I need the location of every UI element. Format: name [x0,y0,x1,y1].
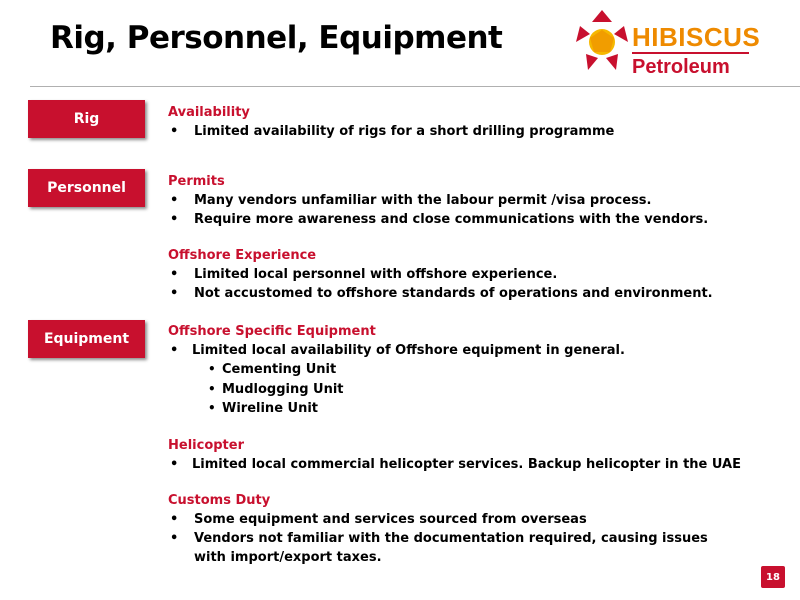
hibiscus-flower-icon [572,8,632,80]
list-item: • Some equipment and services sourced from overseas [170,511,587,527]
customs-duty-heading: Customs Duty [168,492,271,508]
personnel-tag: Personnel [28,169,145,207]
title-divider [30,86,800,87]
list-item: • Limited availability of rigs for a short drilling programme [170,124,615,139]
logo-word-hibiscus: HIBISCUS [632,22,761,52]
offshore-equipment-heading: Offshore Specific Equipment [168,324,376,339]
list-item: • Many vendors unfamiliar with the labour permit /visa process. [170,193,652,208]
list-item: • Limited local personnel with offshore experience. [170,267,558,282]
list-item: • Limited local commercial helicopter services. Backup helicopter in the UAE [170,456,742,472]
equipment-section [168,323,741,567]
logo-word-petroleum: Petroleum [632,56,730,78]
logo-underline [632,52,749,54]
availability-heading: Availability [168,105,250,120]
list-item: • Not accustomed to offshore standards of operations and environment. [170,286,713,301]
rig-tag: Rig [28,100,145,138]
rig-section [168,104,614,141]
sub-list-item: • Cementing Unit [208,362,337,377]
personnel-section [168,173,713,303]
permits-heading: Permits [168,174,225,189]
slide-title: Rig, Personnel, Equipment [50,20,503,56]
list-item: • Limited local availability of Offshore equipment in general. [170,343,625,358]
hibiscus-petroleum-logo [572,8,761,83]
list-item: • Require more awareness and close communications with the vendors. [170,212,709,227]
page-number: 18 [761,566,785,588]
equipment-tag: Equipment [28,320,145,358]
list-item: • Vendors not familiar with the documentation required, causing issues with import/export taxes. [170,530,708,565]
sub-list-item: • Wireline Unit [208,401,319,416]
helicopter-heading: Helicopter [168,437,244,453]
sub-list-item: • Mudlogging Unit [208,381,344,397]
offshore-experience-heading: Offshore Experience [168,248,317,263]
